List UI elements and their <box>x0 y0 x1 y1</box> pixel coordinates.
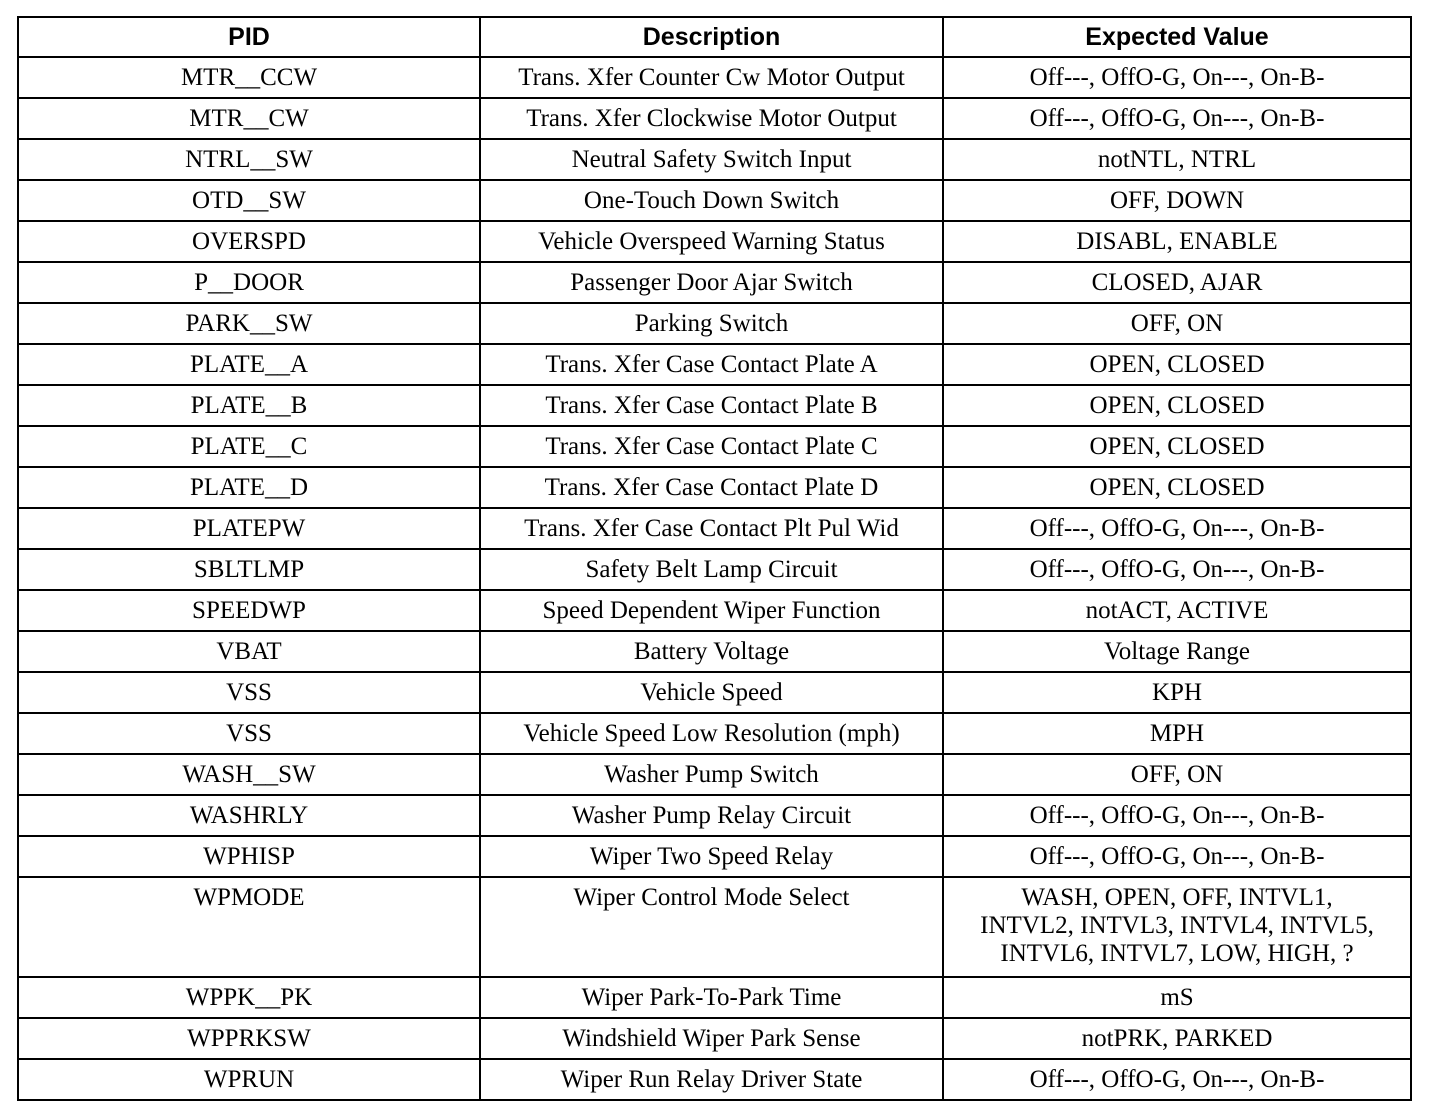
expected-value-cell: DISABL, ENABLE <box>943 221 1411 262</box>
description-cell: Speed Dependent Wiper Function <box>480 590 943 631</box>
table-row <box>18 344 1411 385</box>
expected-value-cell: mS <box>943 977 1411 1018</box>
description-cell: One-Touch Down Switch <box>480 180 943 221</box>
expected-value-line: INTVL6, INTVL7, LOW, HIGH, ? <box>1000 940 1354 967</box>
pid-cell: MTR__CW <box>18 98 480 139</box>
table-body <box>18 57 1411 1100</box>
expected-value-line: WASH, OPEN, OFF, INTVL1, <box>1021 884 1333 911</box>
table-row <box>18 303 1411 344</box>
table-row <box>18 57 1411 98</box>
expected-value-cell: Off---, OffO-G, On---, On-B- <box>943 836 1411 877</box>
table-row <box>18 98 1411 139</box>
table-row <box>18 795 1411 836</box>
expected-value-cell: notPRK, PARKED <box>943 1018 1411 1059</box>
expected-value-cell: notACT, ACTIVE <box>943 590 1411 631</box>
table-row <box>18 221 1411 262</box>
description-cell: Safety Belt Lamp Circuit <box>480 549 943 590</box>
expected-value-cell: Off---, OffO-G, On---, On-B- <box>943 57 1411 98</box>
header-pid: PID <box>18 17 480 57</box>
expected-value-cell <box>943 877 1411 977</box>
description-cell: Wiper Two Speed Relay <box>480 836 943 877</box>
pid-cell: WASHRLY <box>18 795 480 836</box>
table-row <box>18 385 1411 426</box>
expected-value-cell: Off---, OffO-G, On---, On-B- <box>943 549 1411 590</box>
pid-cell: WASH__SW <box>18 754 480 795</box>
expected-value-cell: Off---, OffO-G, On---, On-B- <box>943 98 1411 139</box>
description-cell: Windshield Wiper Park Sense <box>480 1018 943 1059</box>
table-row <box>18 836 1411 877</box>
table-row <box>18 467 1411 508</box>
description-cell: Trans. Xfer Case Contact Plate C <box>480 426 943 467</box>
expected-value-line: INTVL2, INTVL3, INTVL4, INTVL5, <box>980 912 1374 939</box>
pid-cell: P__DOOR <box>18 262 480 303</box>
expected-value-cell: OPEN, CLOSED <box>943 344 1411 385</box>
table-row <box>18 590 1411 631</box>
table-row <box>18 1059 1411 1100</box>
pid-cell: WPRUN <box>18 1059 480 1100</box>
description-cell: Trans. Xfer Case Contact Plate D <box>480 467 943 508</box>
pid-cell: WPMODE <box>18 877 480 977</box>
expected-value-cell: Off---, OffO-G, On---, On-B- <box>943 1059 1411 1100</box>
header-description: Description <box>480 17 943 57</box>
table-row <box>18 549 1411 590</box>
expected-value-cell: Off---, OffO-G, On---, On-B- <box>943 508 1411 549</box>
expected-value-cell: OPEN, CLOSED <box>943 385 1411 426</box>
pid-cell: OVERSPD <box>18 221 480 262</box>
description-cell: Vehicle Overspeed Warning Status <box>480 221 943 262</box>
expected-value-cell: MPH <box>943 713 1411 754</box>
expected-value-cell: Off---, OffO-G, On---, On-B- <box>943 795 1411 836</box>
expected-value-cell: notNTL, NTRL <box>943 139 1411 180</box>
description-cell: Washer Pump Relay Circuit <box>480 795 943 836</box>
expected-value-cell: OPEN, CLOSED <box>943 426 1411 467</box>
pid-cell: SBLTLMP <box>18 549 480 590</box>
pid-cell: PLATE__C <box>18 426 480 467</box>
table-row <box>18 631 1411 672</box>
description-cell: Battery Voltage <box>480 631 943 672</box>
description-cell: Trans. Xfer Case Contact Plate B <box>480 385 943 426</box>
description-cell: Wiper Park-To-Park Time <box>480 977 943 1018</box>
pid-cell: PLATE__A <box>18 344 480 385</box>
pid-table <box>17 16 1412 1101</box>
table-row <box>18 139 1411 180</box>
pid-cell: PLATEPW <box>18 508 480 549</box>
table-row <box>18 877 1411 977</box>
pid-cell: VSS <box>18 672 480 713</box>
pid-cell: NTRL__SW <box>18 139 480 180</box>
description-cell: Trans. Xfer Clockwise Motor Output <box>480 98 943 139</box>
expected-value-cell: OPEN, CLOSED <box>943 467 1411 508</box>
expected-value-cell: KPH <box>943 672 1411 713</box>
table-row <box>18 508 1411 549</box>
table-row <box>18 977 1411 1018</box>
pid-cell: WPPRKSW <box>18 1018 480 1059</box>
description-cell: Vehicle Speed Low Resolution (mph) <box>480 713 943 754</box>
description-cell: Washer Pump Switch <box>480 754 943 795</box>
description-cell: Vehicle Speed <box>480 672 943 713</box>
table-row <box>18 713 1411 754</box>
header-row <box>18 17 1411 57</box>
expected-value-cell: Voltage Range <box>943 631 1411 672</box>
expected-value-cell: OFF, ON <box>943 303 1411 344</box>
pid-cell: OTD__SW <box>18 180 480 221</box>
pid-cell: WPPK__PK <box>18 977 480 1018</box>
description-cell: Trans. Xfer Case Contact Plate A <box>480 344 943 385</box>
expected-value-cell: OFF, DOWN <box>943 180 1411 221</box>
table-row <box>18 426 1411 467</box>
description-cell: Trans. Xfer Counter Cw Motor Output <box>480 57 943 98</box>
description-cell: Wiper Control Mode Select <box>480 877 943 977</box>
description-cell: Neutral Safety Switch Input <box>480 139 943 180</box>
pid-cell: PLATE__B <box>18 385 480 426</box>
pid-cell: MTR__CCW <box>18 57 480 98</box>
table-row <box>18 262 1411 303</box>
pid-cell: VSS <box>18 713 480 754</box>
pid-cell: WPHISP <box>18 836 480 877</box>
description-cell: Wiper Run Relay Driver State <box>480 1059 943 1100</box>
description-cell: Trans. Xfer Case Contact Plt Pul Wid <box>480 508 943 549</box>
expected-value-cell: CLOSED, AJAR <box>943 262 1411 303</box>
description-cell: Parking Switch <box>480 303 943 344</box>
table-row <box>18 1018 1411 1059</box>
pid-cell: PLATE__D <box>18 467 480 508</box>
table-row <box>18 754 1411 795</box>
table-header <box>18 17 1411 57</box>
table-row <box>18 672 1411 713</box>
pid-cell: PARK__SW <box>18 303 480 344</box>
expected-value-cell: OFF, ON <box>943 754 1411 795</box>
pid-cell: SPEEDWP <box>18 590 480 631</box>
table-row <box>18 180 1411 221</box>
header-expected-value: Expected Value <box>943 17 1411 57</box>
description-cell: Passenger Door Ajar Switch <box>480 262 943 303</box>
pid-cell: VBAT <box>18 631 480 672</box>
